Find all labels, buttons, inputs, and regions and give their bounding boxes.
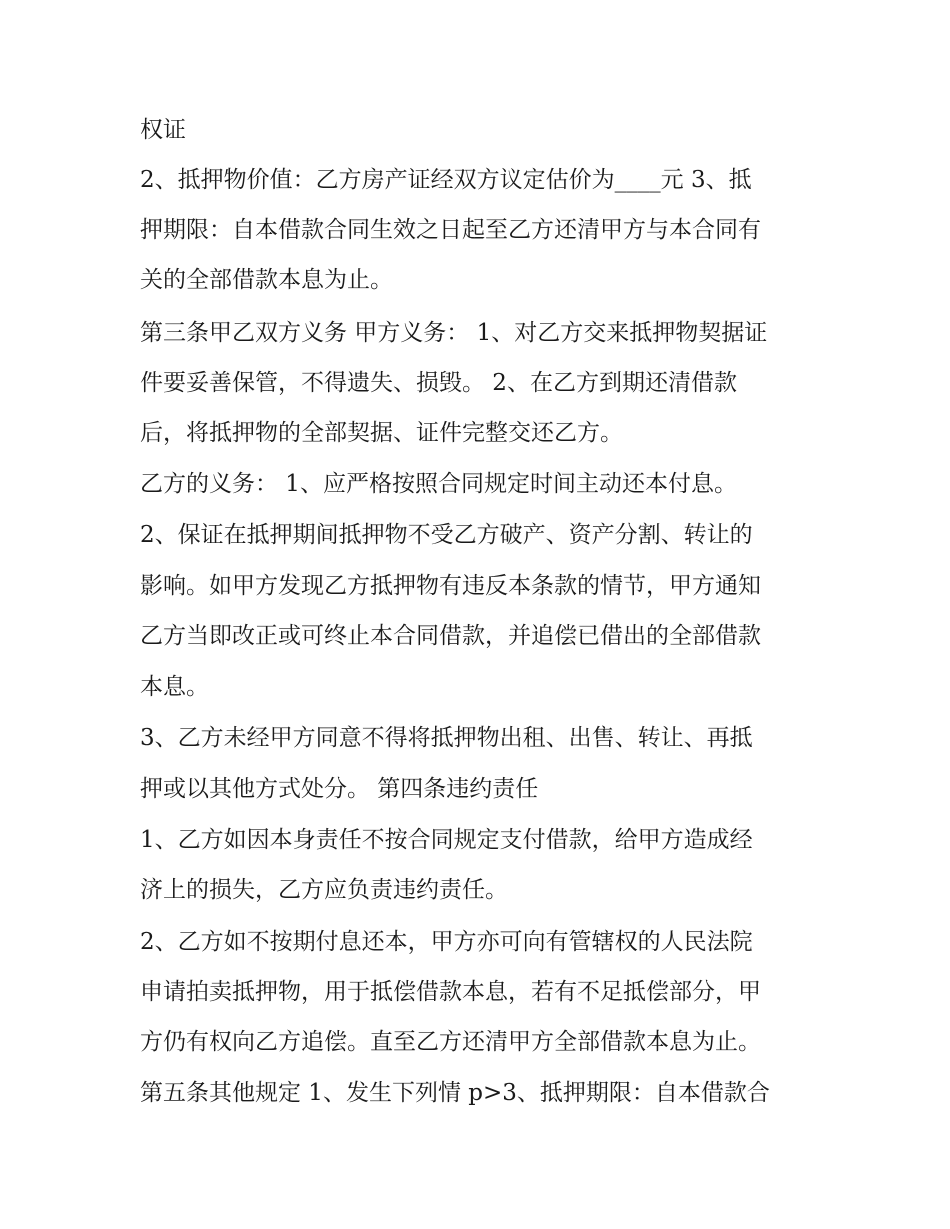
text-line: 押或以其他方式处分。 第四条违约责任 (140, 776, 539, 802)
text-line: 权证 (140, 117, 186, 143)
text-line: 件要妥善保管，不得遗失、损毁。 2、在乙方到期还清借款 (140, 370, 737, 396)
text-line: 济上的损失，乙方应负责违约责任。 (140, 877, 508, 903)
text-line: 乙方的义务： 1、应严格按照合同规定时间主动还本付息。 (140, 471, 737, 497)
text-line: 方仍有权向乙方追偿。直至乙方还清甲方全部借款本息为止。 (140, 1029, 761, 1055)
text-line: 2、保证在抵押期间抵押物不受乙方破产、资产分割、转让的 (140, 522, 753, 548)
text-line: 3、乙方未经甲方同意不得将抵押物出租、出售、转让、再抵 (140, 725, 753, 751)
text-line: 第三条甲乙双方义务 甲方义务： 1、对乙方交来抵押物契据证 (140, 320, 768, 346)
text-line: 押期限：自本借款合同生效之日起至乙方还清甲方与本合同有 (140, 217, 761, 243)
text-line: 本息。 (140, 674, 209, 700)
text-line: 关的全部借款本息为止。 (140, 267, 393, 293)
text-line: 2、乙方如不按期付息还本，甲方亦可向有管辖权的人民法院 (140, 929, 753, 955)
text-line: 后，将抵押物的全部契据、证件完整交还乙方。 (140, 420, 623, 446)
text-line: 第五条其他规定 1、发生下列情 p>3、抵押期限：自本借款合 (140, 1080, 770, 1106)
text-line: 申请拍卖抵押物，用于抵偿借款本息，若有不足抵偿部分，甲 (140, 979, 761, 1005)
text-line: 影响。如甲方发现乙方抵押物有违反本条款的情节，甲方通知 (140, 573, 761, 599)
text-line: 2、抵押物价值：乙方房产证经双方议定估价为____元 3、抵 (140, 167, 752, 193)
text-line: 乙方当即改正或可终止本合同借款，并追偿已借出的全部借款 (140, 623, 761, 649)
text-line: 1、乙方如因本身责任不按合同规定支付借款，给甲方造成经 (140, 827, 753, 853)
